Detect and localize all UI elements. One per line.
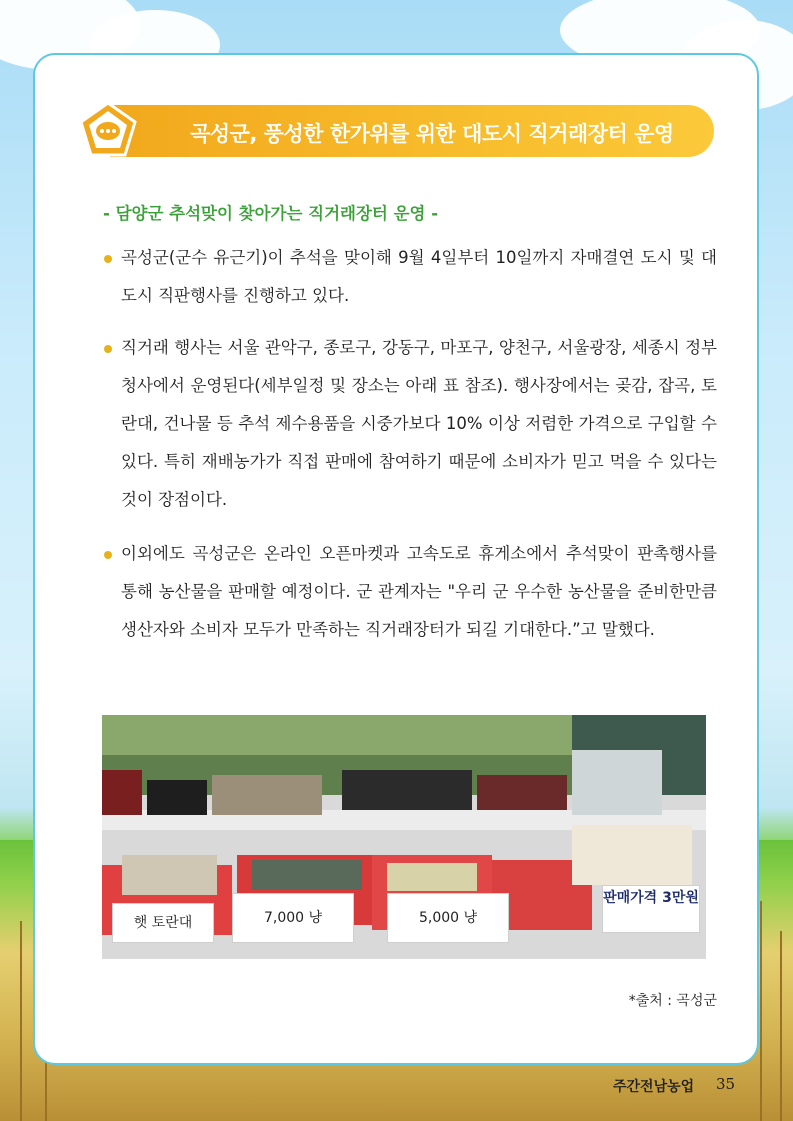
paragraph-text: 곡성군(군수 유근기)이 추석을 맞이해 9월 4일부터 10일까지 자매결연 도시 및 대도시 직판행사를 진행하고 있다. xyxy=(121,248,717,305)
photo-price-sign: 판매가격 3만원 xyxy=(602,885,700,933)
source-credit: *출처 : 곡성군 xyxy=(628,993,717,1009)
subtitle: - 담양군 추석맞이 찾아가는 직거래장터 운영 - xyxy=(103,204,439,223)
bullet-dot-icon xyxy=(104,551,112,559)
page-number: 35 xyxy=(716,1075,736,1093)
bullet-dot-icon xyxy=(104,255,112,263)
paragraph-text: 이외에도 곡성군은 온라인 오픈마켓과 고속도로 휴게소에서 추석맞이 판촉행사를 통해 농산물을 판매할 예정이다. 군 관계자는 "우리 군 우수한 농산물을 준비한만큼 생산자와 소비자 모두가 만족하는 직거래장터가 되길 기대한다.”고 말했다. xyxy=(121,544,717,639)
market-stall-photo xyxy=(102,715,706,959)
publication-name: 주간전남농업 xyxy=(613,1079,695,1095)
photo-sign-left: 햇 토란대 xyxy=(112,903,214,943)
paragraph-text: 직거래 행사는 서울 관악구, 종로구, 강동구, 마포구, 양천구, 서울광장, 세종시 정부청사에서 운영된다(세부일정 및 장소는 아래 표 참조). 행사장에서는 곶감, 잡곡, 토란대, 건나물 등 추석 제수용품을 시중가보다 10% 이상 저렴한 가격으로 구입할 수 있다. 특히 재배농가가 직접 판매에 참여하기 때문에 소비자가 믿고 먹을 수 있다는 것이 장점이다. xyxy=(121,338,717,509)
speech-bubble-icon xyxy=(78,100,138,160)
photo-sign-mid: 7,000 냥 xyxy=(232,893,354,943)
paragraph xyxy=(121,535,717,649)
paragraph xyxy=(121,239,717,315)
bullet-dot-icon xyxy=(104,345,112,353)
page-title: 곡성군, 풍성한 한가위를 위한 대도시 직거래장터 운영 xyxy=(190,122,674,146)
photo-sign-mid2: 5,000 냥 xyxy=(387,893,509,943)
paragraph xyxy=(121,329,717,519)
